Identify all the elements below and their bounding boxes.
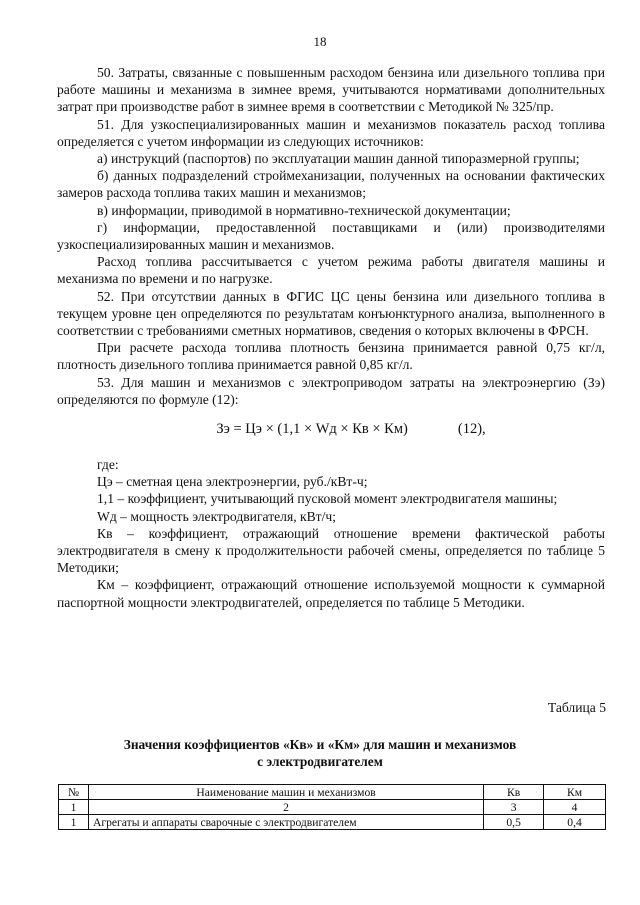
numbering-cell: 2 xyxy=(88,800,483,815)
paragraph-50: 50. Затраты, связанные с повышенным расходом бензина или дизельного топлива при работе машины и механизма в зимнее время, учитываются нормативами дополнительных затрат при производстве работ в зимнее время в соответствии с Методикой № 325/пр. xyxy=(57,65,605,115)
list-item-g: г) информации, предоставленной поставщиками и (или) производителями узкоспециализированных машин и механизмов. xyxy=(57,219,605,253)
header-name: Наименование машин и механизмов xyxy=(88,785,483,800)
row-kv: 0,5 xyxy=(484,815,544,830)
definition-km: Км – коэффициент, отражающий отношение используемой мощности к суммарной паспортной мощности электродвигателей, определяется по таблице 5 Методики. xyxy=(57,577,605,610)
header-km: Км xyxy=(544,785,606,800)
paragraph-51: 51. Для узкоспециализированных машин и механизмов показатель расход топлива определяется с учетом информации из следующих источников: xyxy=(57,116,605,149)
table-row xyxy=(59,815,606,830)
paragraph-density: При расчете расхода топлива плотность бензина принимается равной 0,75 кг/л, плотность дизельного топлива принимается равной 0,85 кг/л. xyxy=(57,340,605,373)
coefficients-table xyxy=(58,784,606,830)
paragraph-53: 53. Для машин и механизмов с электроприводом затраты на электроэнергию (Зэ) определяются по формуле (12): xyxy=(57,374,605,407)
page-number: 18 xyxy=(313,34,327,49)
numbering-cell: 1 xyxy=(59,800,89,815)
paragraph-fuel-mode: Расход топлива рассчитывается с учетом режима работы двигателя машины и механизма по времени и по нагрузке. xyxy=(57,254,605,287)
table-label: Таблица 5 xyxy=(547,700,606,715)
header-kv: Кв xyxy=(484,785,544,800)
definition-start-coef: 1,1 – коэффициент, учитывающий пусковой момент электродвигателя машины; xyxy=(97,491,558,507)
definition-price: Цэ – сметная цена электроэнергии, руб./кВт-ч; xyxy=(97,474,368,490)
list-item-a: а) инструкций (паспортов) по эксплуатации машин данной типоразмерной группы; xyxy=(97,151,580,167)
definition-power: Wд – мощность электродвигателя, кВт/ч; xyxy=(97,508,337,524)
list-item-v: в) информации, приводимой в нормативно-технической документации; xyxy=(97,202,511,218)
header-number: № xyxy=(59,785,89,800)
numbering-cell: 4 xyxy=(544,800,606,815)
list-item-b: б) данных подразделений строймеханизации, полученных на основании фактических замеров расхода топлива таких машин и механизмов; xyxy=(57,168,605,201)
row-km: 0,4 xyxy=(544,815,606,830)
formula-12 xyxy=(57,408,605,452)
document-body xyxy=(57,64,605,611)
row-name: Агрегаты и аппараты сварочные с электродвигателем xyxy=(88,815,483,830)
definition-kv: Кв – коэффициент, отражающий отношение времени фактической работы электродвигателя в смену к продолжительности рабочей смены, определяется по таблице 5 Методики; xyxy=(57,525,605,576)
numbering-cell: 3 xyxy=(484,800,544,815)
row-number: 1 xyxy=(59,815,89,830)
formula-expression: Зэ = Цэ × (1,1 × Wд × Кв × Км) xyxy=(216,421,408,438)
table-title: Значения коэффициентов «Кв» и «Км» для машин и механизмов с электродвигателем xyxy=(123,737,517,769)
table-numbering-row xyxy=(59,800,606,815)
paragraph-52: 52. При отсутствии данных в ФГИС ЦС цены бензина или дизельного топлива в текущем уровне цен определяются по результатам конъюнктурного анализа, выполненного в соответствии с требованиями сметных нормативов, сведения о которых включены в ФРСН. xyxy=(57,288,605,339)
table-header-row xyxy=(59,785,606,800)
where-label: где: xyxy=(97,457,119,473)
formula-number: (12), xyxy=(457,421,486,438)
